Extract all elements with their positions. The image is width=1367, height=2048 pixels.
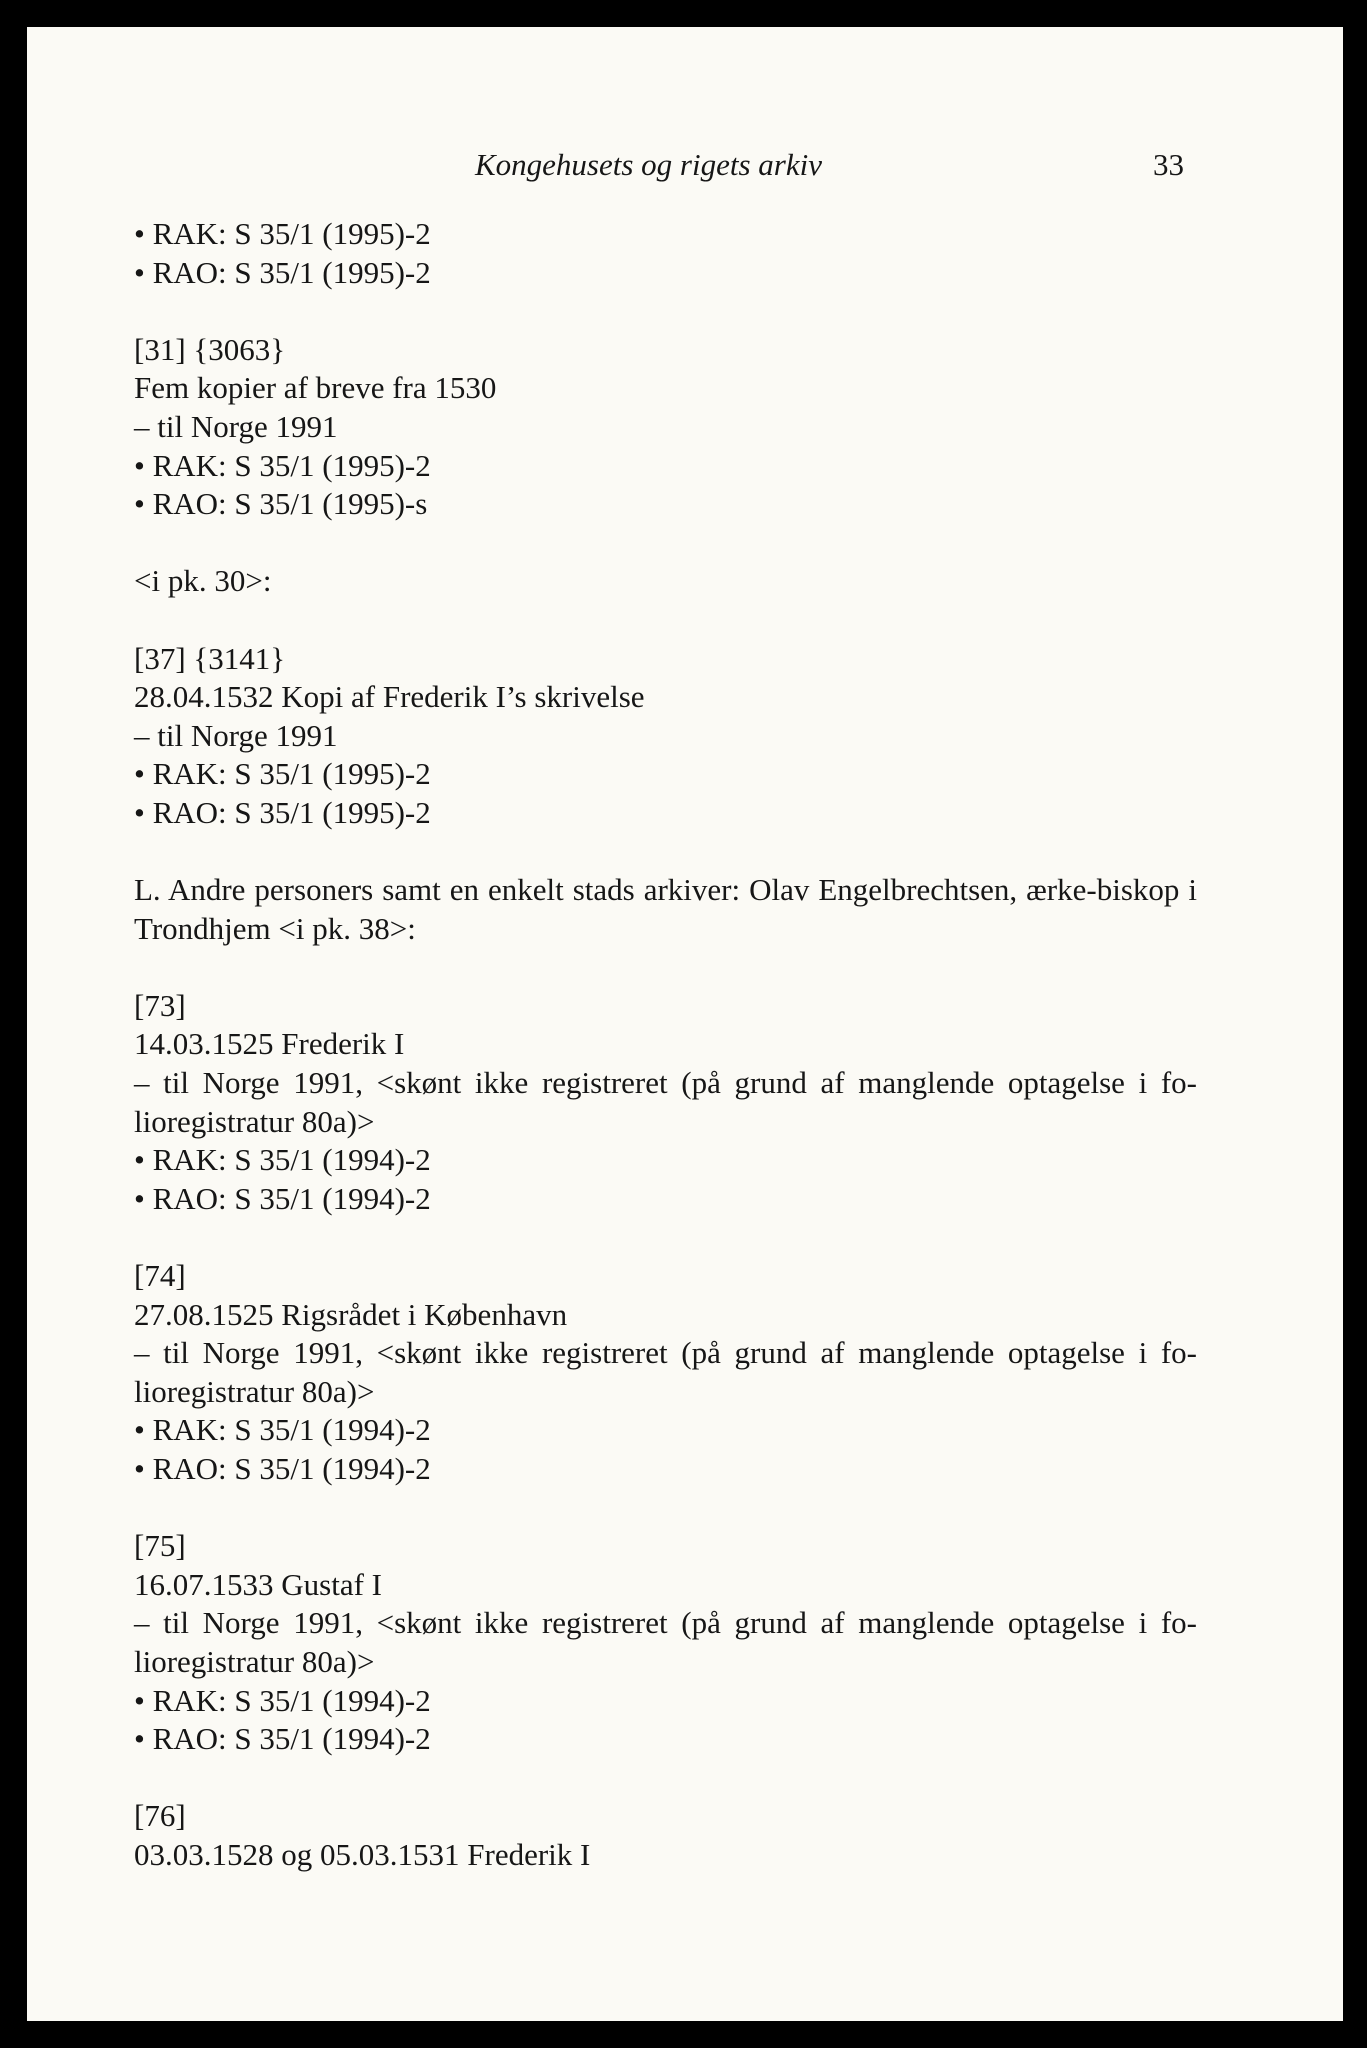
entry-line: 27.08.1525 Rigsrådet i København: [134, 1296, 568, 1332]
bullet-item: • RAK: S 35/1 (1995)-2: [134, 447, 1197, 486]
entry-line: [31] {3063}: [134, 331, 286, 367]
archive-entry: [134, 1257, 1197, 1489]
archive-entry: [134, 1797, 1197, 1874]
entry-line: 14.03.1525 Frederik I: [134, 1026, 405, 1062]
entry-line: – til Norge 1991: [134, 717, 338, 753]
archive-entry: [134, 640, 1197, 833]
entry-line: 16.07.1533 Gustaf I: [134, 1566, 382, 1602]
entry-line: 03.03.1528 og 05.03.1531 Frederik I: [134, 1836, 591, 1872]
paragraph-text: – til Norge 1991, <skønt ikke registreret (på grund af manglende optagelse i fo-lioregistratur 80a)>: [134, 1335, 1197, 1409]
paragraph-text: L. Andre personers samt en enkelt stads arkiver: Olav Engelbrechtsen, ærke-biskop i Trondhjem <i pk. 38>:: [134, 872, 1197, 946]
paragraph-text: – til Norge 1991, <skønt ikke registreret (på grund af manglende optagelse i fo-lioregistratur 80a)>: [134, 1065, 1197, 1139]
paragraph-text: – til Norge 1991, <skønt ikke registreret (på grund af manglende optagelse i fo-lioregistratur 80a)>: [134, 1605, 1197, 1679]
document-body: [134, 215, 1197, 1875]
page-header: [27, 147, 1343, 187]
entry-line: Fem kopier af breve fra 1530: [134, 370, 497, 406]
entry-line: [73]: [134, 987, 186, 1023]
page-number: 33: [1153, 147, 1184, 182]
entry-line: [76]: [134, 1798, 186, 1834]
bullet-item: • RAO: S 35/1 (1995)-2: [134, 794, 1197, 833]
document-page: [27, 27, 1343, 2021]
entry-line: [37] {3141}: [134, 640, 286, 676]
bullet-item: • RAK: S 35/1 (1994)-2: [134, 1411, 1197, 1450]
archive-entry: [134, 331, 1197, 524]
bullet-item: • RAK: S 35/1 (1995)-2: [134, 755, 1197, 794]
bullet-item: • RAO: S 35/1 (1994)-2: [134, 1450, 1197, 1489]
archive-entry: [134, 562, 1197, 601]
bullet-item: • RAO: S 35/1 (1995)-2: [134, 254, 1197, 293]
archive-entry: [134, 215, 1197, 292]
entry-line: 28.04.1532 Kopi af Frederik I’s skrivelse: [134, 679, 645, 715]
archive-entry: [134, 871, 1197, 948]
bullet-item: • RAO: S 35/1 (1994)-2: [134, 1720, 1197, 1759]
bullet-item: • RAK: S 35/1 (1995)-2: [134, 215, 1197, 254]
archive-entry: [134, 1527, 1197, 1759]
entry-line: – til Norge 1991: [134, 408, 338, 444]
bullet-item: • RAK: S 35/1 (1994)-2: [134, 1141, 1197, 1180]
bullet-item: • RAK: S 35/1 (1994)-2: [134, 1682, 1197, 1721]
archive-entry: [134, 987, 1197, 1219]
entry-line: <i pk. 30>:: [134, 563, 272, 599]
entry-line: [75]: [134, 1528, 186, 1564]
running-title: Kongehusets og rigets arkiv: [475, 147, 822, 182]
bullet-item: • RAO: S 35/1 (1994)-2: [134, 1180, 1197, 1219]
bullet-item: • RAO: S 35/1 (1995)-s: [134, 485, 1197, 524]
entry-line: [74]: [134, 1258, 186, 1294]
